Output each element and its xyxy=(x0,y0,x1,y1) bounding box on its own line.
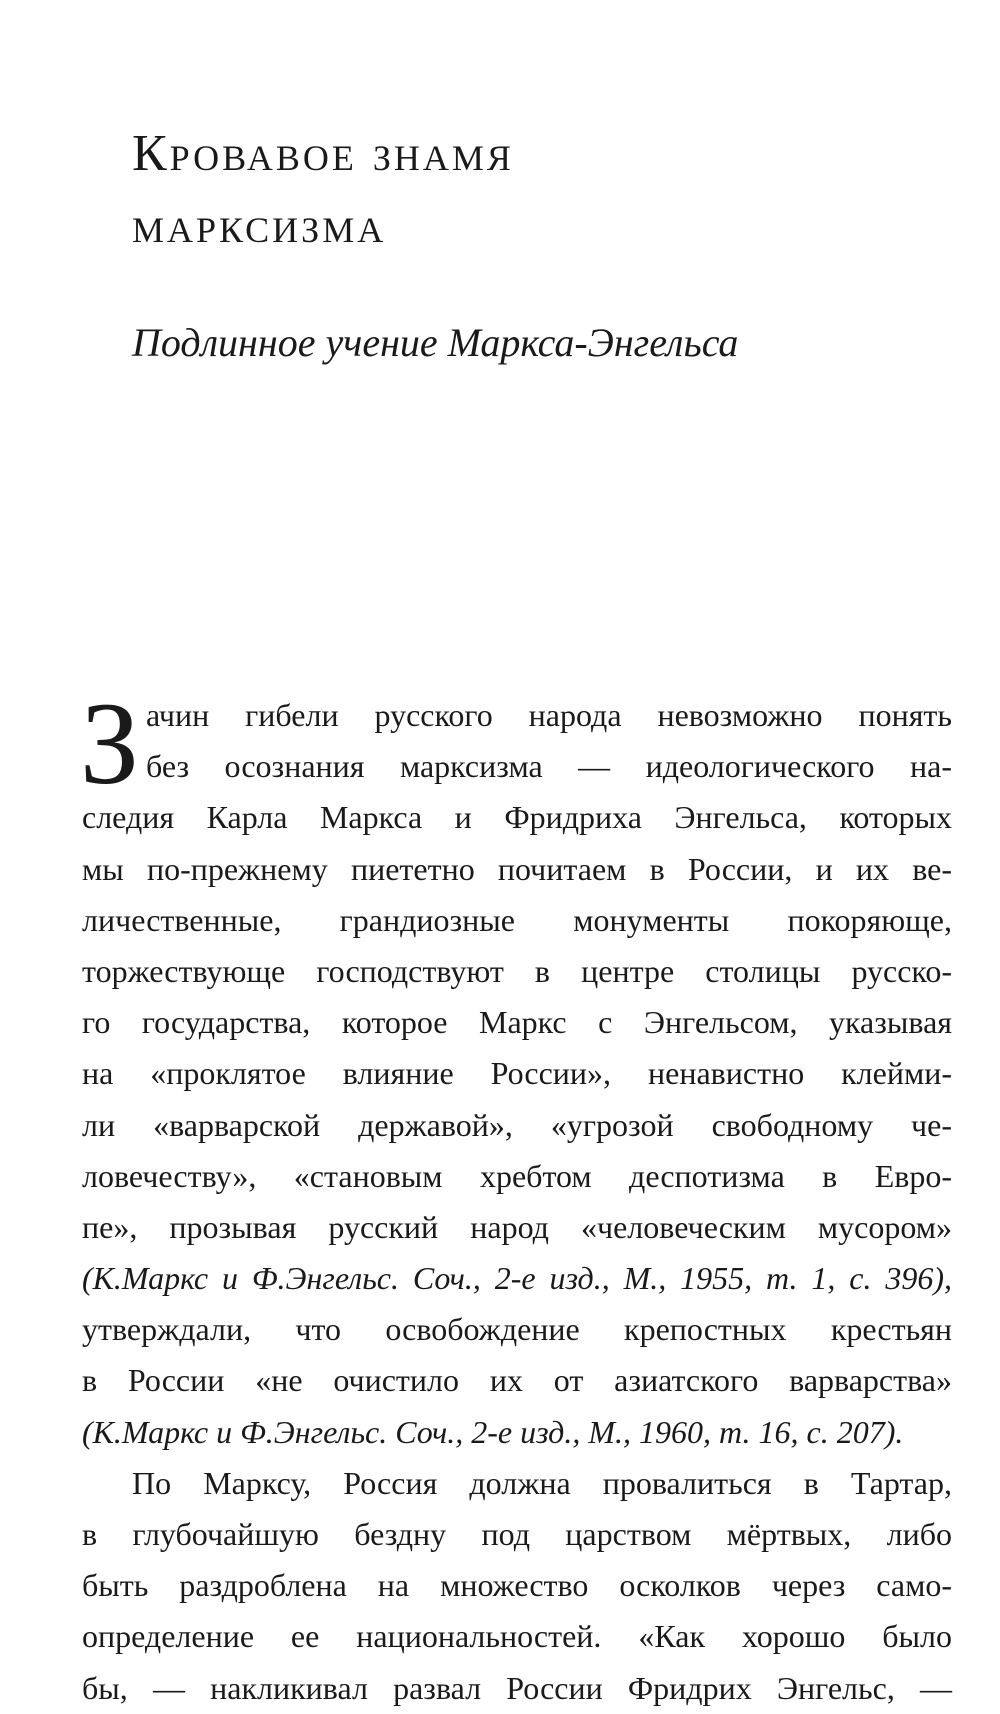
text-line: на «проклятое влияние России», ненавистно клейми- xyxy=(82,1055,952,1092)
chapter-title xyxy=(132,118,892,262)
text-line: утверждали, что освобождение крепостных крестьян xyxy=(82,1311,952,1348)
text-line: определение ее национальностей. «Как хорошо было xyxy=(82,1618,952,1655)
drop-cap: З xyxy=(80,678,140,809)
text-line: ловечеству», «становым хребтом деспотизма в Евро- xyxy=(82,1157,952,1194)
text-line: без осознания марксизма — идеологического на- xyxy=(146,748,952,785)
text-line: бы, — накликивал развал России Фридрих Энгельс, — xyxy=(82,1669,952,1706)
body-text xyxy=(80,678,952,1714)
text-line: пе», прозывая русский народ «человеческим мусором» xyxy=(82,1208,952,1245)
chapter-title-line-2: марксизма xyxy=(132,197,387,254)
text-line: в глубочайшую бездну под царством мёртвых, либо xyxy=(82,1516,952,1552)
text-line: мы по-прежнему пиететно почитаем в России, и их ве- xyxy=(82,850,952,887)
text-line: быть раздроблена на множество осколков через само- xyxy=(82,1567,952,1604)
text-line: ачин гибели русского народа невозможно понять xyxy=(146,697,952,733)
citation-line: (К.Маркс и Ф.Энгельс. Соч., 2-е изд., М., 1960, т. 16, с. 207). xyxy=(82,1413,904,1450)
text-line: следия Карла Маркса и Фридриха Энгельса, которых xyxy=(82,799,952,836)
text-line: личественные, грандиозные монументы покоряюще, xyxy=(82,901,952,938)
text-line: торжествующе господствуют в центре столицы русско- xyxy=(82,952,952,989)
chapter-title-line-1: Кровавое знамя xyxy=(132,125,514,182)
chapter-subtitle: Подлинное учение Маркса-Энгельса xyxy=(132,320,739,365)
citation-line: (К.Маркс и Ф.Энгельс. Соч., 2-е изд., М., 1955, т. 1, с. 396), xyxy=(82,1260,952,1297)
text-line: По Марксу, Россия должна провалиться в Тартар, xyxy=(132,1464,952,1501)
text-line: ли «варварской державой», «угрозой свободному че- xyxy=(82,1106,952,1143)
text-line: го государства, которое Маркс с Энгельсом, указывая xyxy=(82,1004,952,1041)
text-line: в России «не очистило их от азиатского варварства» xyxy=(82,1362,952,1399)
